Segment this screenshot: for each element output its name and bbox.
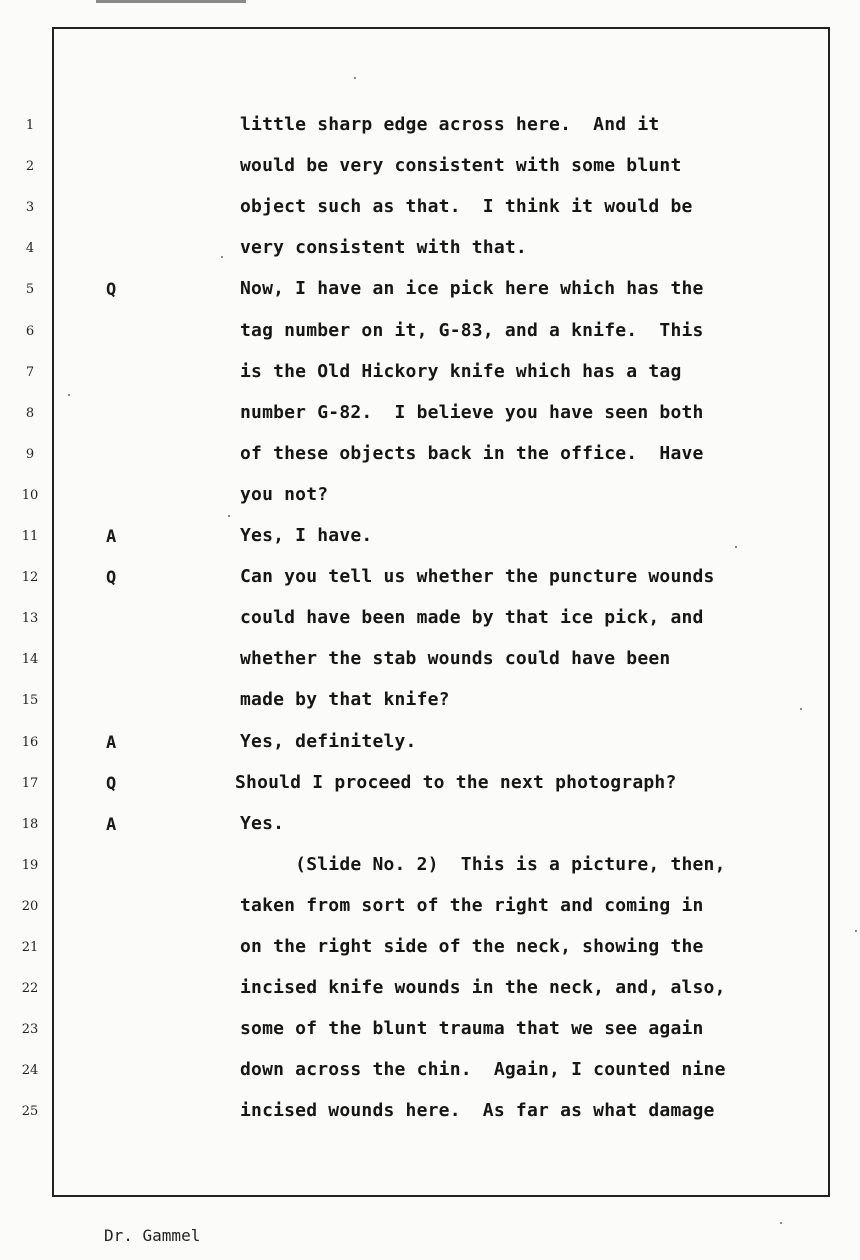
scan-speck (780, 1222, 782, 1224)
transcript-line: Should I proceed to the next photograph? (235, 772, 677, 793)
transcript-line: of these objects back in the office. Have (240, 443, 704, 464)
transcript-line: incised wounds here. As far as what damage (240, 1100, 715, 1121)
transcript-line: Yes, definitely. (240, 731, 417, 752)
line-number: 10 (21, 488, 39, 503)
transcript-line: down across the chin. Again, I counted nine (240, 1059, 726, 1080)
line-number: 19 (21, 858, 39, 873)
transcript-line: made by that knife? (240, 689, 450, 710)
line-number: 18 (21, 817, 39, 832)
transcript-line: little sharp edge across here. And it (240, 114, 660, 135)
line-number: 11 (21, 529, 39, 544)
line-number: 1 (25, 118, 35, 133)
top-edge-mark (96, 0, 246, 3)
line-number: 7 (25, 365, 35, 380)
transcript-line: could have been made by that ice pick, and (240, 607, 704, 628)
transcript-line: on the right side of the neck, showing the (240, 936, 704, 957)
speaker-label: Q (106, 568, 117, 588)
line-number: 6 (25, 324, 35, 339)
scan-speck (855, 930, 857, 932)
line-number: 22 (21, 981, 39, 996)
transcript-line: Can you tell us whether the puncture wounds (240, 566, 715, 587)
scan-speck (221, 256, 223, 258)
line-number: 15 (21, 693, 39, 708)
transcript-line: would be very consistent with some blunt (240, 155, 682, 176)
line-number: 5 (25, 282, 35, 297)
speaker-label: A (106, 815, 117, 835)
line-number: 17 (21, 776, 39, 791)
line-number: 13 (21, 611, 39, 626)
speaker-label: A (106, 733, 117, 753)
line-number: 24 (21, 1063, 39, 1078)
transcript-line: tag number on it, G-83, and a knife. This (240, 320, 704, 341)
footer-witness-name: Dr. Gammel (104, 1226, 201, 1245)
transcript-line: Yes, I have. (240, 525, 373, 546)
speaker-label: Q (106, 774, 117, 794)
transcript-line: very consistent with that. (240, 237, 527, 258)
scan-speck (68, 394, 70, 396)
transcript-line: whether the stab wounds could have been (240, 648, 671, 669)
transcript-line: Now, I have an ice pick here which has the (240, 278, 704, 299)
line-number: 25 (21, 1104, 39, 1119)
line-number: 20 (21, 899, 39, 914)
line-number: 14 (21, 652, 39, 667)
transcript-line: taken from sort of the right and coming in (240, 895, 704, 916)
scan-speck (228, 515, 230, 517)
line-number: 16 (21, 735, 39, 750)
line-number: 21 (21, 940, 39, 955)
transcript-line: you not? (240, 484, 329, 505)
speaker-label: A (106, 527, 117, 547)
transcript-line: number G-82. I believe you have seen both (240, 402, 704, 423)
scan-speck (354, 77, 356, 79)
scan-speck (800, 708, 802, 710)
transcript-line: is the Old Hickory knife which has a tag (240, 361, 682, 382)
speaker-label: Q (106, 280, 117, 300)
line-number: 3 (25, 200, 35, 215)
line-number: 2 (25, 159, 35, 174)
line-number: 4 (25, 241, 35, 256)
line-number: 8 (25, 406, 35, 421)
transcript-line: Yes. (240, 813, 285, 834)
line-number: 23 (21, 1022, 39, 1037)
line-number: 12 (21, 570, 39, 585)
transcript-line: object such as that. I think it would be (240, 196, 693, 217)
line-number: 9 (25, 447, 35, 462)
scan-speck (735, 546, 737, 548)
transcript-line: incised knife wounds in the neck, and, also, (240, 977, 726, 998)
transcript-line: (Slide No. 2) This is a picture, then, (240, 854, 726, 875)
transcript-line: some of the blunt trauma that we see again (240, 1018, 704, 1039)
